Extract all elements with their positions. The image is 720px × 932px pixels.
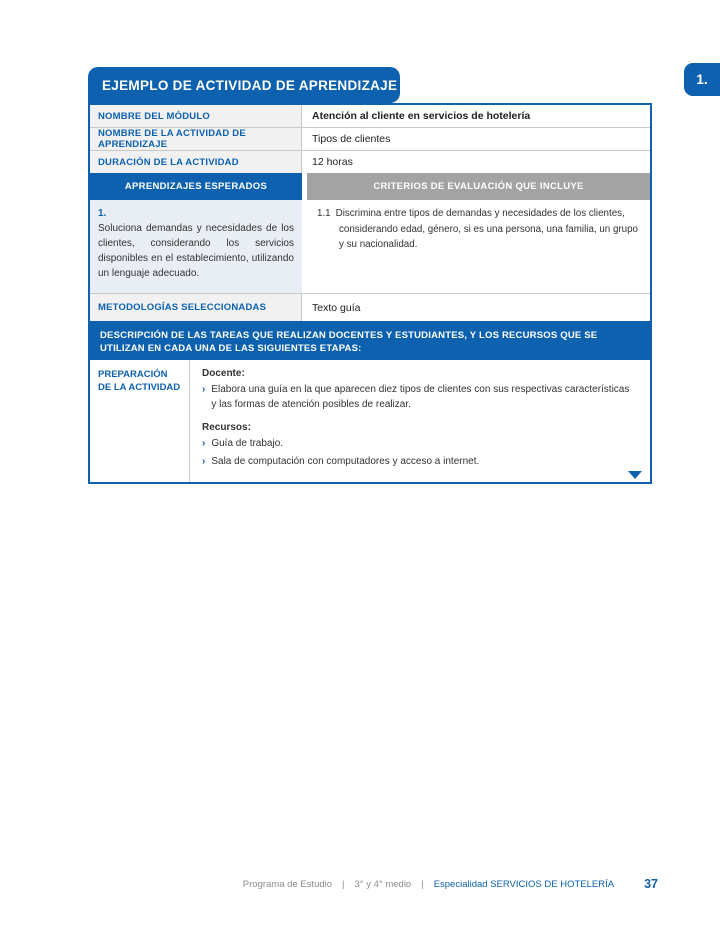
bullet-icon: › xyxy=(202,437,206,449)
header-aprendizajes: APRENDIZAJES ESPERADOS xyxy=(90,173,302,200)
aprendizaje-text: Soluciona demandas y necesidades de los clientes, considerando los servicios disponibles en el establecimiento, utilizando un lenguaje adecuado. xyxy=(98,223,294,279)
footer-separator: | xyxy=(421,878,424,890)
page-title: EJEMPLO DE ACTIVIDAD DE APRENDIZAJE xyxy=(102,77,398,93)
aprendizaje-number: 1. xyxy=(98,208,107,219)
criterio-text: Discrimina entre tipos de demandas y necesidades de los clientes, considerando edad, género, si es una persona, una familia, un grupo y su nacionalidad. xyxy=(335,208,639,251)
row-value-duracion: 12 horas xyxy=(312,156,353,168)
stage-row xyxy=(90,360,650,482)
header-criterios: CRITERIOS DE EVALUACIÓN QUE INCLUYE xyxy=(307,173,650,200)
footer-specialty: Especialidad SERVICIOS DE HOTELERÍA xyxy=(433,878,615,890)
content-row xyxy=(90,200,650,293)
description-section xyxy=(88,323,652,484)
table-row xyxy=(90,105,650,128)
row-label-duracion: DURACIÓN DE LA ACTIVIDAD xyxy=(90,151,302,173)
footer-program: Programa de Estudio xyxy=(242,878,333,890)
stage-content xyxy=(190,360,650,482)
docente-item-text: Elabora una guía en la que aparecen diez tipos de clientes con sus respectivas características y las formas de atención posibles de realizar. xyxy=(211,383,630,411)
recursos-item-text: Sala de computación con computadores y acceso a internet. xyxy=(211,456,480,468)
activity-info-table xyxy=(88,103,652,323)
criterio-item xyxy=(317,206,638,253)
footer-grade: 3° y 4° medio xyxy=(354,878,412,890)
aprendizaje-cell xyxy=(90,200,302,293)
recursos-item-text: Guía de trabajo. xyxy=(211,437,284,449)
page-title-tab xyxy=(88,67,400,103)
criterio-number: 1.1 xyxy=(317,208,331,219)
metodologias-label: METODOLOGÍAS SELECCIONADAS xyxy=(90,294,302,321)
list-item xyxy=(202,436,636,452)
table-row xyxy=(90,151,650,173)
list-item xyxy=(202,454,636,470)
row-label-modulo: NOMBRE DEL MÓDULO xyxy=(90,105,302,127)
description-header-band: DESCRIPCIÓN DE LAS TAREAS QUE REALIZAN DOCENTES Y ESTUDIANTES, Y LOS RECURSOS QUE SE UTILIZAN EN CADA UNA DE LAS SIGUIENTES ETAPAS: xyxy=(90,325,650,360)
metodologias-value: Texto guía xyxy=(312,301,361,314)
recursos-heading: Recursos: xyxy=(202,421,251,433)
page-footer xyxy=(0,877,658,891)
page-number: 37 xyxy=(644,877,658,891)
row-label-actividad: NOMBRE DE LA ACTIVIDAD DE APRENDIZAJE xyxy=(90,128,302,150)
row-value-modulo: Atención al cliente en servicios de hotelería xyxy=(312,110,531,122)
column-header-row xyxy=(90,173,650,200)
row-value-actividad: Tipos de clientes xyxy=(312,133,391,145)
docente-heading: Docente: xyxy=(202,367,245,379)
chapter-badge xyxy=(684,63,720,96)
continuation-arrow-icon xyxy=(628,471,642,479)
criterio-cell xyxy=(307,200,650,293)
bullet-icon: › xyxy=(202,383,206,395)
bullet-icon: › xyxy=(202,456,206,468)
stage-label: PREPARACIÓN DE LA ACTIVIDAD xyxy=(90,360,190,482)
footer-separator: | xyxy=(342,878,345,890)
table-row xyxy=(90,128,650,151)
list-item xyxy=(202,382,636,413)
metodologias-row xyxy=(90,293,650,321)
chapter-badge-label: 1. xyxy=(696,72,708,87)
